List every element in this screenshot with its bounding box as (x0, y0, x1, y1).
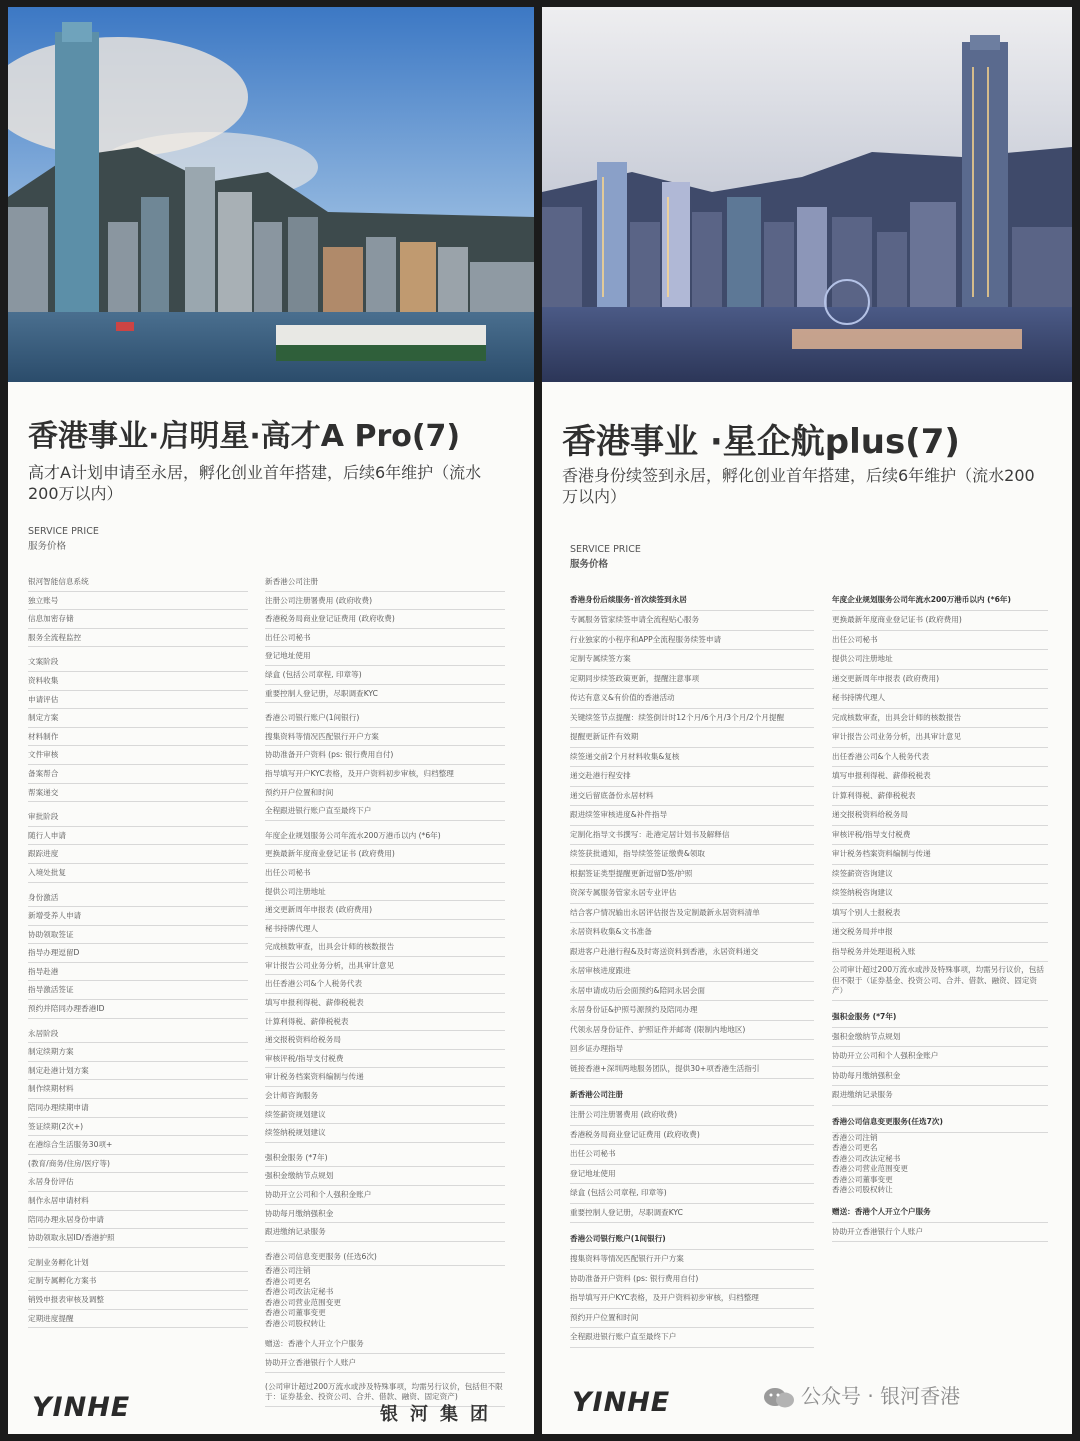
service-section (265, 1335, 505, 1372)
service-item: 审核评税/指导支付税费 (265, 1050, 505, 1069)
yinhe-logo: YINHE (572, 1387, 671, 1418)
service-item: 预约并陪同办理香港ID (28, 1000, 248, 1019)
service-item: 审计报告公司业务分析，出具审计意见 (832, 728, 1048, 748)
service-section (570, 590, 814, 1079)
service-section (28, 1025, 248, 1248)
service-item: 续签递交前2个月材料收集&复核 (570, 748, 814, 768)
service-item: 在港综合生活服务30项+ (28, 1136, 248, 1155)
service-item: (教育/商务/住房/医疗等) (28, 1155, 248, 1174)
service-item: 递交更新周年申报表 (政府费用) (832, 670, 1048, 690)
service-item: 定制业务孵化计划 (28, 1254, 248, 1273)
service-item: 永居申请成功后会面预约&陪同永居会面 (570, 982, 814, 1002)
brand-name: 银河集团 (380, 1404, 500, 1425)
watermark-text: 公众号 · 银河香港 (801, 1384, 961, 1408)
service-item: 续签纳税咨询建议 (832, 884, 1048, 904)
service-price-heading (570, 542, 641, 572)
service-item: 提醒更新证件有效期 (570, 728, 814, 748)
service-item: 签证续期(2次+) (28, 1118, 248, 1137)
service-item: 指导办理逗留D (28, 944, 248, 963)
service-item: 递交赴港行程安排 (570, 767, 814, 787)
service-item: 重要控制人登记册，尽职调查KYC (265, 685, 505, 704)
service-item: 出任公司秘书 (570, 1145, 814, 1165)
section-title: 年度企业规划服务公司年流水200万港币以内 (*6年) (265, 827, 505, 846)
service-option: 香港公司改法定秘书 (265, 1287, 334, 1297)
service-item: 强积金缴纳节点规划 (265, 1167, 505, 1186)
service-item: 递交报税资料给税务局 (265, 1031, 505, 1050)
service-item: 更换最新年度商业登记证书 (政府费用) (265, 845, 505, 864)
service-item: 审计税务档案资料编制与传递 (265, 1068, 505, 1087)
service-option: 香港公司更名 (832, 1143, 878, 1152)
service-item: 审批阶段 (28, 808, 248, 827)
service-item: 协助准备开户资料 (ps: 银行费用自付) (570, 1270, 814, 1290)
service-item: 注册公司注册署费用 (政府收费) (265, 592, 505, 611)
section-title: 赠送：香港个人开立个户服务 (265, 1335, 505, 1354)
service-item: 绿盒 (包括公司章程, 印章等) (570, 1184, 814, 1204)
left-services-column-1 (28, 573, 248, 1328)
section-title: 新香港公司注册 (570, 1085, 814, 1106)
service-item: 提供公司注册地址 (265, 883, 505, 902)
service-option: 香港公司股权转让 (265, 1318, 326, 1328)
service-item: 定制化指导文书撰写：赴港定居计划书及解释信 (570, 826, 814, 846)
service-section (265, 827, 505, 1143)
service-price-en: SERVICE PRICE (28, 526, 99, 537)
watermark (763, 1380, 960, 1409)
service-item: 绿盒 (包括公司章程, 印章等) (265, 666, 505, 685)
service-item: 制定赴港计划方案 (28, 1062, 248, 1081)
service-item: 定期同步续签政策更新，提醒注意事项 (570, 670, 814, 690)
service-item: 协助开立公司和个人强积金账户 (832, 1047, 1048, 1067)
section-title: 新香港公司注册 (265, 573, 505, 592)
service-item: 陪同办理永居身份申请 (28, 1211, 248, 1230)
service-item: 递交更新周年申报表 (政府费用) (265, 901, 505, 920)
service-item: 搜集资料等情况匹配银行开户方案 (265, 728, 505, 747)
service-item: 行业独家的小程序和APP全流程服务续签申请 (570, 631, 814, 651)
service-item: 跟进续签审核进度&补件指导 (570, 806, 814, 826)
service-item: 填写申报利得税、薪俸税税表 (832, 767, 1048, 787)
service-item: 代领永居身份证件、护照证件并邮寄 (限制内地地区) (570, 1021, 814, 1041)
service-item: 完成核数审查，出具会计师的核数报告 (265, 938, 505, 957)
service-item: 注册公司注册署费用 (政府收费) (570, 1106, 814, 1126)
right-services-column-2 (832, 590, 1048, 1242)
left-poster (8, 7, 534, 1434)
service-item: 续签薪资规划建议 (265, 1106, 505, 1125)
service-item: 定制专属孵化方案书 (28, 1272, 248, 1291)
service-section (28, 889, 248, 1019)
service-price-heading (28, 524, 99, 554)
right-poster (542, 7, 1072, 1434)
service-option: 香港公司股权转让 (832, 1185, 893, 1194)
service-item: 制定续期方案 (28, 1043, 248, 1062)
service-item: 更换最新年度商业登记证书 (政府费用) (832, 611, 1048, 631)
service-item: 搜集资料等情况匹配银行开户方案 (570, 1250, 814, 1270)
section-title: 赠送：香港个人开立个户服务 (832, 1202, 1048, 1223)
service-item: 入境处批复 (28, 864, 248, 883)
service-item: 全程跟进银行账户直至最终下户 (570, 1328, 814, 1348)
service-item: 申请评估 (28, 691, 248, 710)
service-item: 强积金缴纳节点规划 (832, 1028, 1048, 1048)
section-title: 香港公司银行账户(1间银行) (265, 709, 505, 728)
service-item: 协助每月缴纳强积金 (832, 1067, 1048, 1087)
service-item: 回乡证办理指导 (570, 1040, 814, 1060)
service-item: 填写申报利得税、薪俸税税表 (265, 994, 505, 1013)
service-section (28, 653, 248, 802)
service-item: 协助开立公司和个人强积金账户 (265, 1186, 505, 1205)
service-item: 永居身份评估 (28, 1173, 248, 1192)
left-services-column-2 (265, 573, 505, 1407)
service-option: 香港公司注销 (265, 1266, 311, 1276)
hong-kong-skyline-day-photo (8, 7, 534, 382)
section-title: 香港公司信息变更服务 (任选6次) (265, 1248, 505, 1267)
service-price-cn: 服务价格 (28, 541, 67, 552)
footnote: (公司审计超过200万流水或涉及特殊事项，均需另行议价，包括但不限于：证券基金、投资公司、合并、借款、融资、固定资产) (265, 1379, 505, 1407)
service-item: 指导激活签证 (28, 981, 248, 1000)
service-item: 备案帮合 (28, 765, 248, 784)
service-item: 出任公司秘书 (265, 629, 505, 648)
service-section (832, 590, 1048, 1001)
service-item: 资料收集 (28, 672, 248, 691)
service-item: 新增受养人申请 (28, 907, 248, 926)
service-item: 随行人申请 (28, 827, 248, 846)
service-item: 永居审核进度跟进 (570, 962, 814, 982)
footnote: 公司审计超过200万流水或涉及特殊事项，均需另行议价，包括但不限于（证券基金、投资公司、合并、借款、融资、固定资产） (832, 962, 1048, 1001)
service-item: 审计税务档案资料编制与传递 (832, 845, 1048, 865)
service-item: 完成核数审查，出具会计师的核数报告 (832, 709, 1048, 729)
service-item: 销毁申报表审核及调整 (28, 1291, 248, 1310)
service-option: 香港公司更名 (265, 1276, 311, 1286)
poster-title: 香港事业·启明星·高才A Pro(7) (28, 419, 461, 454)
service-item: 登记地址使用 (265, 647, 505, 666)
service-item: 身份激活 (28, 889, 248, 908)
yinhe-logo: YINHE (32, 1392, 131, 1423)
service-item: 审核评税/指导支付税费 (832, 826, 1048, 846)
service-item: 帮案递交 (28, 784, 248, 803)
section-title: 香港身份后续服务·首次续签到永居 (570, 590, 814, 611)
section-title: 香港公司银行账户(1间银行) (570, 1229, 814, 1250)
service-item: 传达有意义&有价值的香港活动 (570, 689, 814, 709)
section-title: 香港公司信息变更服务(任选7次) (832, 1112, 1048, 1133)
service-item: 出任香港公司&个人税务代表 (265, 975, 505, 994)
service-section (265, 1149, 505, 1242)
service-item: 制作续期材料 (28, 1080, 248, 1099)
service-item: 续签获批通知，指导续签签证缴费&领取 (570, 845, 814, 865)
service-section (832, 1007, 1048, 1106)
service-item: 递交报税资料给税务局 (832, 806, 1048, 826)
service-item: 跟踪进度 (28, 845, 248, 864)
service-option: 香港公司营业范围变更 (265, 1297, 341, 1307)
service-section (265, 573, 505, 703)
section-title: 年度企业规划服务公司年流水200万港币以内 (*6年) (832, 590, 1048, 611)
service-item: 协助开立香港银行个人账户 (265, 1354, 505, 1373)
service-item: 指导填写开户KYC表格，及开户资料初步审核，归档整理 (570, 1289, 814, 1309)
service-item: 文案阶段 (28, 653, 248, 672)
service-option: 香港公司董事变更 (832, 1174, 893, 1184)
service-price-cn: 服务价格 (570, 559, 609, 570)
service-item: 信息加密存储 (28, 610, 248, 629)
service-item: 制定方案 (28, 709, 248, 728)
service-item: 计算利得税、薪俸税税表 (832, 787, 1048, 807)
service-item: 文件审核 (28, 746, 248, 765)
service-item: 定制专属续签方案 (570, 650, 814, 670)
service-item: 出任公司秘书 (832, 631, 1048, 651)
service-item: 预约开户位置和时间 (570, 1309, 814, 1329)
service-item: 指导赴港 (28, 963, 248, 982)
service-item: 链接香港+深圳两地服务团队，提供30+项香港生活指引 (570, 1060, 814, 1080)
poster-subtitle: 香港身份续签到永居，孵化创业首年搭建，后续6年维护（流水200万以内） (562, 466, 1035, 506)
service-option: 香港公司营业范围变更 (832, 1164, 908, 1173)
service-option: 香港公司改法定秘书 (832, 1153, 901, 1163)
service-item: 秘书持牌代理人 (832, 689, 1048, 709)
service-item: 永居阶段 (28, 1025, 248, 1044)
service-item: 协助开立香港银行个人账户 (832, 1223, 1048, 1243)
service-item: 续签纳税规划建议 (265, 1124, 505, 1143)
service-item: 跟进客户赴港行程&及时寄送资料到香港，永居资料递交 (570, 943, 814, 963)
service-item: 重要控制人登记册，尽职调查KYC (570, 1204, 814, 1224)
service-section (265, 709, 505, 821)
service-item: 结合客户情况输出永居评估报告及定制最新永居资料清单 (570, 904, 814, 924)
service-item: 专属服务管家续签申请全流程贴心服务 (570, 611, 814, 631)
service-section (28, 1254, 248, 1328)
service-item: 服务全流程监控 (28, 629, 248, 648)
service-item: 会计师咨询服务 (265, 1087, 505, 1106)
service-section (832, 1202, 1048, 1243)
service-item: 香港税务局商业登记证费用 (政府收费) (265, 610, 505, 629)
service-option: 香港公司注销 (832, 1132, 878, 1142)
poster-title: 香港事业 ·星企航plus(7) (562, 422, 960, 462)
service-item: 根据签证类型提醒更新逗留D签/护照 (570, 865, 814, 885)
service-item: 递交后留底备份永居材料 (570, 787, 814, 807)
service-item: 秘书持牌代理人 (265, 920, 505, 939)
service-item: 定期进度提醒 (28, 1310, 248, 1329)
section-title: 强积金服务 (*7年) (265, 1149, 505, 1168)
service-section (570, 1229, 814, 1348)
service-item: 永居身份证&护照号源预约及陪同办理 (570, 1001, 814, 1021)
service-item: 资深专属服务管家永居专业评估 (570, 884, 814, 904)
service-item: 出任香港公司&个人税务代表 (832, 748, 1048, 768)
service-item: 香港税务局商业登记证费用 (政府收费) (570, 1126, 814, 1146)
service-section (832, 1112, 1048, 1196)
service-item: 关键续签节点提醒：续签倒计时12个月/6个月/3个月/2个月提醒 (570, 709, 814, 729)
service-item: 全程跟进银行账户直至最终下户 (265, 802, 505, 821)
poster-subtitle: 高才A计划申请至永居，孵化创业首年搭建，后续6年维护（流水200万以内） (28, 463, 482, 503)
service-item: 独立账号 (28, 592, 248, 611)
service-item: 填写个别人士报税表 (832, 904, 1048, 924)
service-section (28, 808, 248, 882)
service-item: 协助准备开户资料 (ps: 银行费用自付) (265, 746, 505, 765)
service-item: 银河智能信息系统 (28, 573, 248, 592)
service-item: 材料制作 (28, 728, 248, 747)
service-item: 指导填写开户KYC表格，及开户资料初步审核，归档整理 (265, 765, 505, 784)
service-item: 指导税务并处理退税入账 (832, 943, 1048, 963)
service-item: 审计报告公司业务分析，出具审计意见 (265, 957, 505, 976)
service-item: 出任公司秘书 (265, 864, 505, 883)
service-item: 提供公司注册地址 (832, 650, 1048, 670)
wechat-icon (763, 1387, 795, 1409)
service-item: 协助每月缴纳强积金 (265, 1205, 505, 1224)
service-section (28, 573, 248, 647)
service-item: 协助领取永居ID/香港护照 (28, 1229, 248, 1248)
section-title: 强积金服务 (*7年) (832, 1007, 1048, 1028)
hong-kong-skyline-night-photo (542, 7, 1072, 382)
service-option: 香港公司董事变更 (265, 1308, 326, 1318)
service-section (570, 1085, 814, 1223)
service-price-en: SERVICE PRICE (570, 544, 641, 555)
service-item: 跟进缴纳记录服务 (265, 1223, 505, 1242)
right-services-column-1 (570, 590, 814, 1348)
service-item: 陪同办理续期申请 (28, 1099, 248, 1118)
service-item: 续签薪资咨询建议 (832, 865, 1048, 885)
service-item: 登记地址使用 (570, 1165, 814, 1185)
service-item: 协助领取签证 (28, 926, 248, 945)
service-section (265, 1248, 505, 1330)
service-item: 递交税务局并申报 (832, 923, 1048, 943)
service-item: 制作永居申请材料 (28, 1192, 248, 1211)
service-item: 跟进缴纳记录服务 (832, 1086, 1048, 1106)
service-item: 永居资料收集&文书准备 (570, 923, 814, 943)
service-item: 预约开户位置和时间 (265, 784, 505, 803)
service-item: 计算利得税、薪俸税税表 (265, 1013, 505, 1032)
